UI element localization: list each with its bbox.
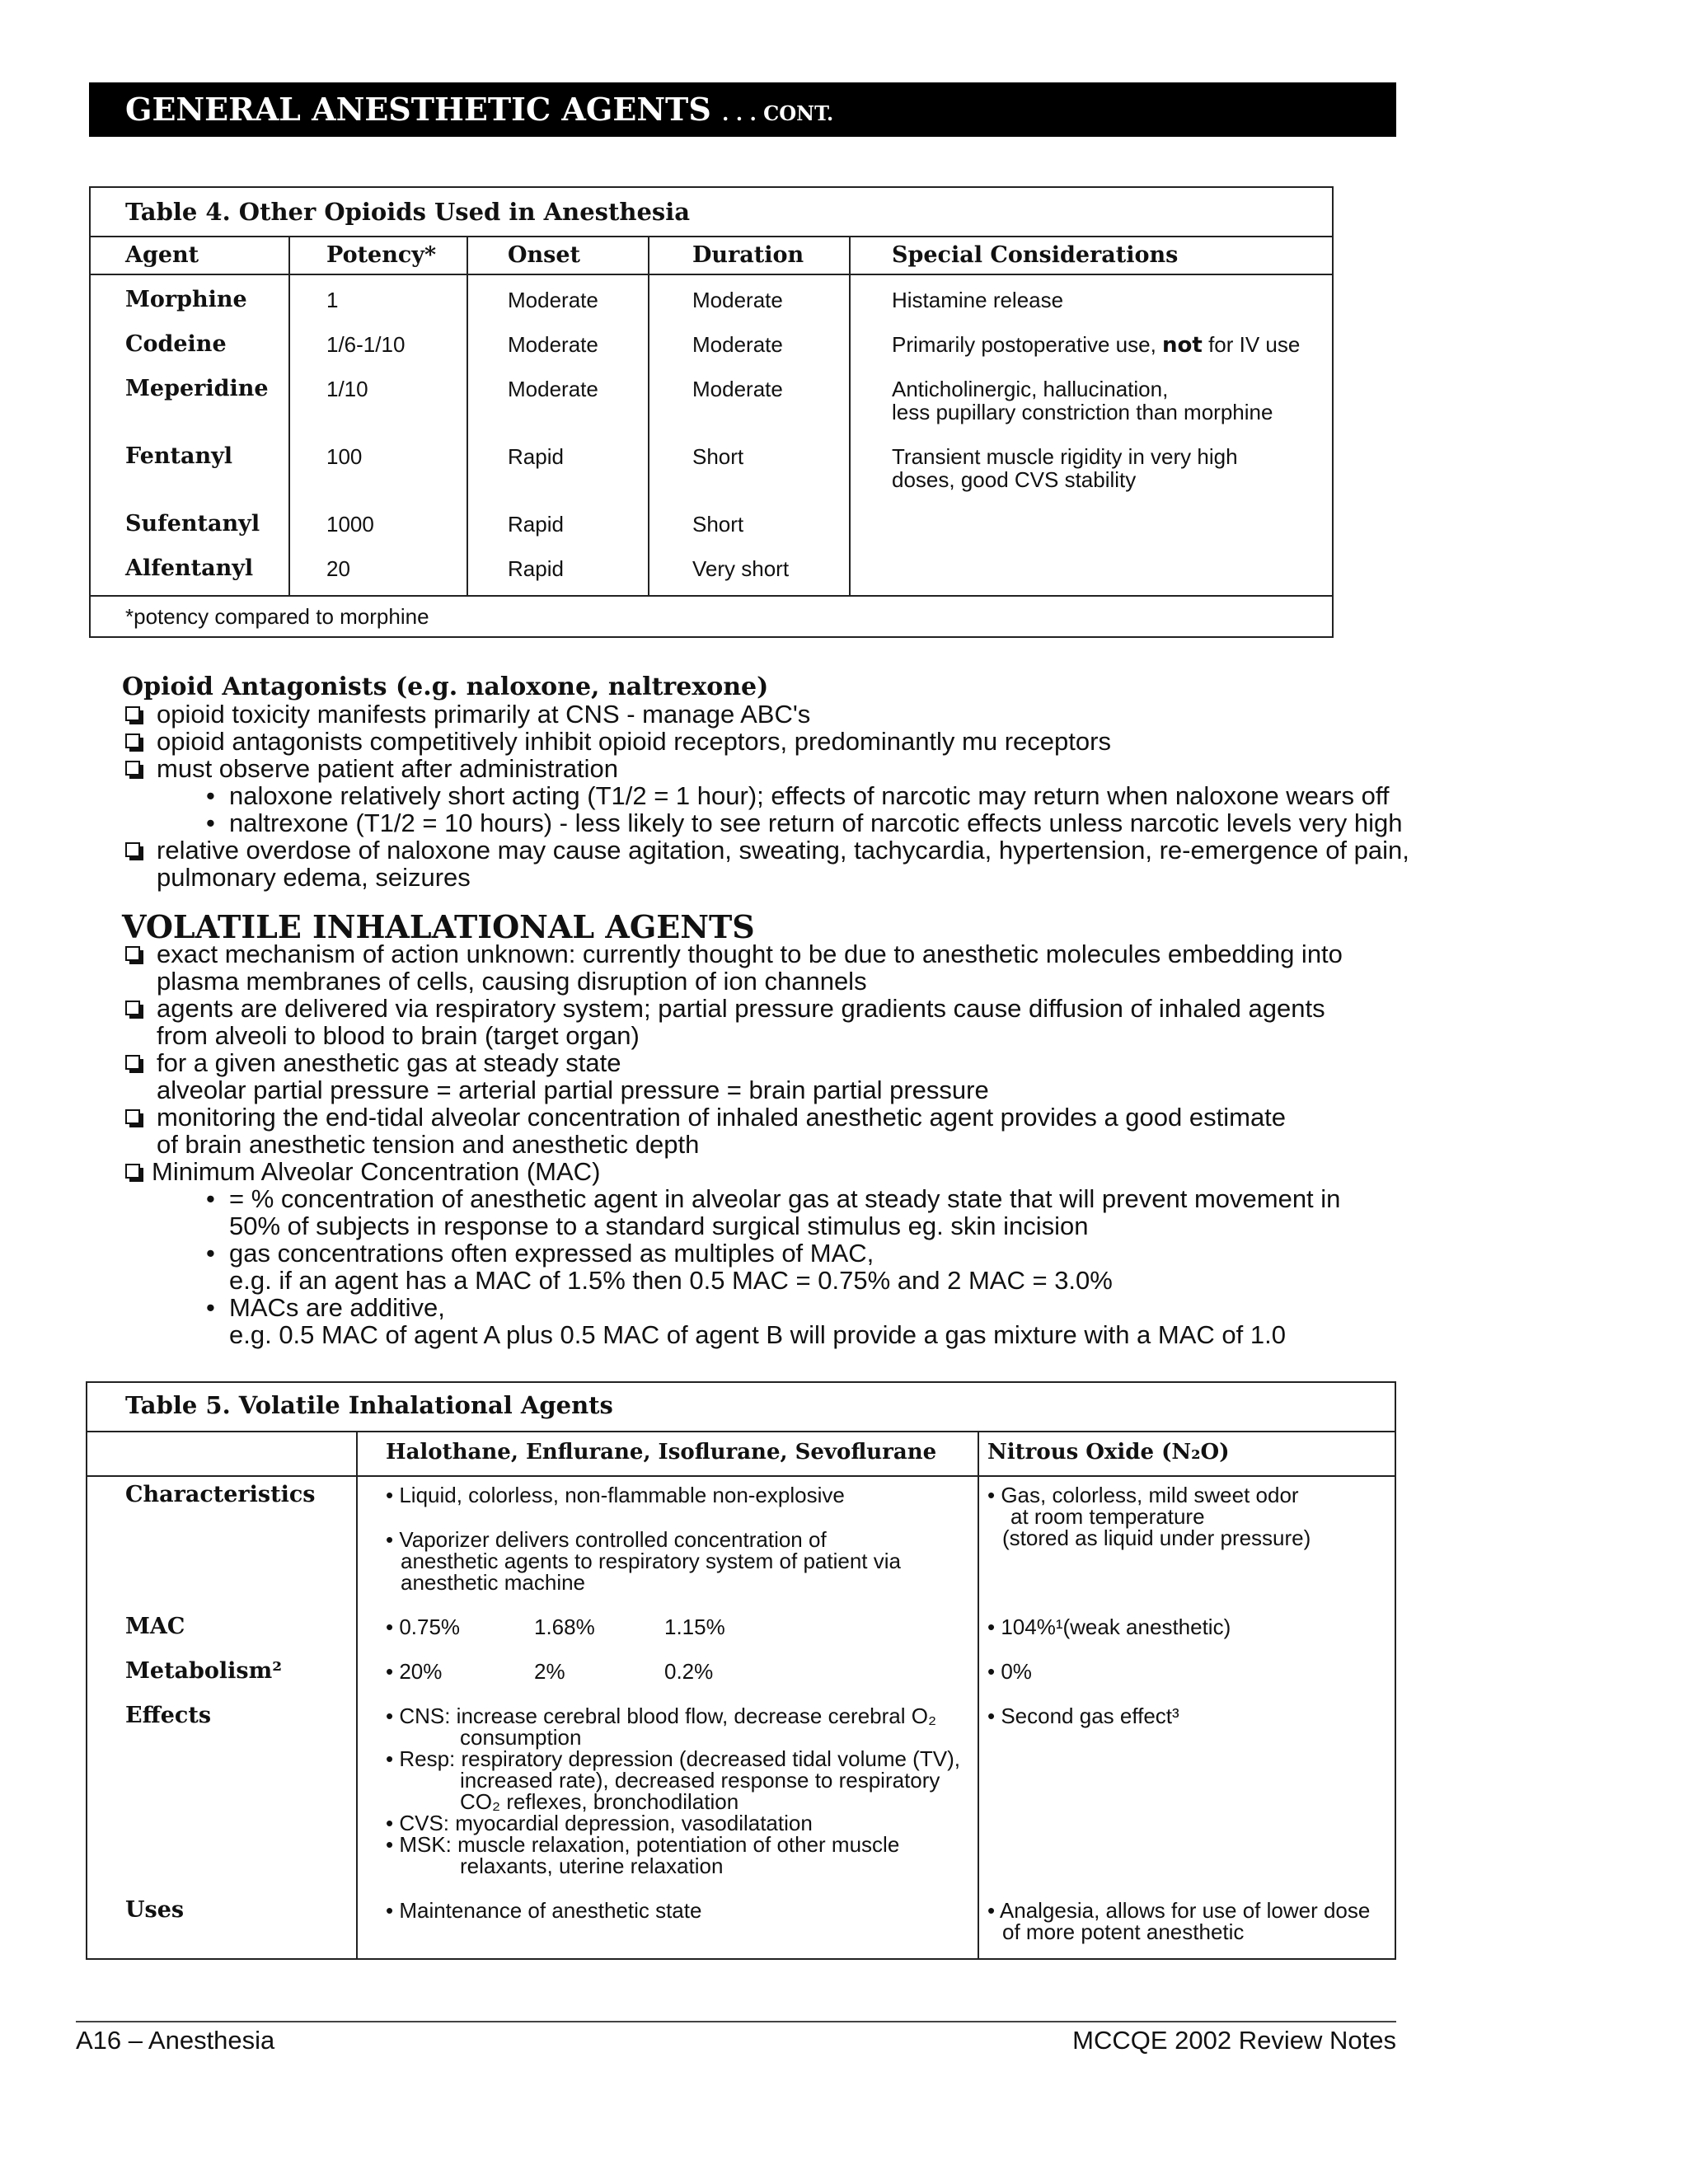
table-4-footnote: *potency compared to morphine: [125, 604, 429, 629]
potency-cell: 20: [326, 556, 350, 581]
onset-cell: Moderate: [508, 288, 598, 312]
mac-halothane: • 0.75%: [386, 1615, 461, 1639]
banner-title: GENERAL ANESTHETIC AGENTS: [125, 91, 711, 128]
metabolism-enflurane: 2%: [534, 1659, 565, 1684]
bullet-continuation: 50% of subjects in response to a standard surgical stimulus eg. skin incision: [229, 1212, 1089, 1240]
header-agent: Agent: [125, 242, 199, 268]
list-item-continuation: pulmonary edema, seizures: [157, 863, 471, 892]
mac-enflurane: 1.68%: [534, 1615, 595, 1639]
duration-cell: Moderate: [692, 288, 783, 312]
agent-sufentanyl: Sufentanyl: [125, 511, 260, 537]
potency-cell: 1000: [326, 512, 374, 537]
effects-cell: consumption: [460, 1725, 582, 1750]
metabolism-isoflurane: 0.2%: [664, 1659, 714, 1684]
agent-alfentanyl: Alfentanyl: [125, 555, 254, 581]
metabolism-n2o: • 0%: [987, 1659, 1032, 1684]
list-item: [122, 837, 1409, 864]
effects-cell: • CNS: increase cerebral blood flow, decrease cerebral O₂: [386, 1704, 937, 1728]
opioid-antagonists-section: [122, 673, 1409, 891]
onset-cell: Moderate: [508, 332, 598, 357]
effects-cell: increased rate), decreased response to respiratory: [460, 1768, 940, 1793]
bullet-icon: •: [206, 1239, 215, 1268]
list-item-continuation: alveolar partial pressure = arterial partial pressure = brain partial pressure: [157, 1076, 989, 1104]
header-special: Special Considerations: [892, 242, 1179, 268]
characteristics-cell: • Liquid, colorless, non-flammable non-explosive: [386, 1483, 845, 1507]
row-label-metabolism: Metabolism²: [125, 1658, 283, 1684]
agent-morphine: Morphine: [125, 287, 247, 312]
potency-cell: 100: [326, 444, 363, 469]
duration-cell: Moderate: [692, 377, 783, 401]
special-text: Primarily postoperative use,: [892, 332, 1163, 357]
characteristics-n2o-cell: at room temperature: [1010, 1504, 1205, 1529]
row-label-effects: Effects: [125, 1703, 212, 1728]
bullet-item: [122, 1240, 1343, 1267]
duration-cell: Short: [692, 512, 744, 537]
special-cell: [892, 333, 1300, 357]
mac-isoflurane: 1.15%: [664, 1615, 725, 1639]
effects-cell: • CVS: myocardial depression, vasodilatation: [386, 1811, 813, 1835]
checkbox-icon: [125, 842, 140, 857]
bullet-icon: •: [206, 1293, 215, 1322]
volatile-heading: VOLATILE INHALATIONAL AGENTS: [122, 908, 755, 945]
bullet-text: gas concentrations often expressed as multiples of MAC,: [229, 1239, 874, 1268]
list-item: [122, 728, 1409, 755]
bullet-item: [122, 809, 1409, 837]
effects-cell: relaxants, uterine relaxation: [460, 1854, 724, 1878]
potency-cell: 1: [326, 288, 339, 312]
bullet-text: MACs are additive,: [229, 1293, 445, 1322]
checkbox-icon: [125, 946, 140, 961]
bullet-item: [122, 782, 1409, 809]
checkbox-icon: [125, 1109, 140, 1124]
list-item-text: for a given anesthetic gas at steady state: [157, 1048, 621, 1077]
duration-cell: Moderate: [692, 332, 783, 357]
banner-cont: . . . CONT.: [722, 101, 834, 125]
bullet-continuation: e.g. if an agent has a MAC of 1.5% then 0.5 MAC = 0.75% and 2 MAC = 3.0%: [229, 1266, 1113, 1295]
potency-cell: 1/6-1/10: [326, 332, 406, 357]
list-item: [122, 1158, 1343, 1185]
list-item: [122, 701, 1409, 728]
footer-right: MCCQE 2002 Review Notes: [1072, 2026, 1396, 2055]
footer-left: A16 – Anesthesia: [76, 2026, 275, 2055]
list-item-text: must observe patient after administration: [157, 754, 618, 783]
effects-cell: • Resp: respiratory depression (decreased tidal volume (TV),: [386, 1746, 960, 1771]
special-cell: doses, good CVS stability: [892, 467, 1137, 492]
list-item-continuation: plasma membranes of cells, causing disruption of ion channels: [157, 967, 867, 996]
onset-cell: Rapid: [508, 512, 564, 537]
characteristics-cell: anesthetic agents to respiratory system of patient via: [401, 1549, 901, 1573]
bullet-icon: •: [206, 781, 215, 810]
list-item-text: monitoring the end-tidal alveolar concentration of inhaled anesthetic agent provides a good estimate: [157, 1103, 1287, 1132]
mac-n2o: • 104%¹(weak anesthetic): [987, 1615, 1231, 1639]
bullet-continuation: e.g. 0.5 MAC of agent A plus 0.5 MAC of agent B will provide a gas mixture with a MAC of 1.0: [229, 1320, 1286, 1349]
checkbox-icon: [125, 1164, 140, 1179]
page-banner: [89, 82, 1396, 137]
bullet-icon: •: [206, 808, 215, 837]
onset-cell: Moderate: [508, 377, 598, 401]
list-item: [122, 1104, 1343, 1131]
row-label-mac: MAC: [125, 1614, 185, 1639]
effects-cell: CO₂ reflexes, bronchodilation: [460, 1789, 739, 1814]
volatile-section: [122, 908, 1343, 1349]
characteristics-cell: • Vaporizer delivers controlled concentration of: [386, 1527, 827, 1552]
metabolism-halothane: • 20%: [386, 1659, 443, 1684]
checkbox-icon: [125, 1001, 140, 1015]
checkbox-icon: [125, 761, 140, 776]
agent-fentanyl: Fentanyl: [125, 443, 233, 469]
list-item-text: relative overdose of naloxone may cause agitation, sweating, tachycardia, hypertension, re-emergence of pain,: [157, 836, 1409, 865]
row-label-uses: Uses: [125, 1897, 185, 1923]
onset-cell: Rapid: [508, 444, 564, 469]
bullet-text: naloxone relatively short acting (T1/2 = 1 hour); effects of narcotic may return when naloxone wears off: [229, 781, 1390, 810]
onset-cell: Rapid: [508, 556, 564, 581]
footer-divider: [76, 2021, 1396, 2022]
bullet-item: [122, 1294, 1343, 1321]
row-label-characteristics: Characteristics: [125, 1482, 316, 1507]
characteristics-n2o-cell: • Gas, colorless, mild sweet odor: [987, 1483, 1299, 1507]
special-cell: less pupillary constriction than morphine: [892, 400, 1273, 424]
uses-cell: • Maintenance of anesthetic state: [386, 1898, 702, 1923]
special-cell: Histamine release: [892, 288, 1064, 312]
list-item-text: opioid toxicity manifests primarily at CNS - manage ABC's: [157, 700, 811, 729]
list-item: [122, 1049, 1343, 1076]
special-cell: Anticholinergic, hallucination,: [892, 377, 1169, 401]
effects-n2o: • Second gas effect³: [987, 1704, 1179, 1728]
header-potency: Potency*: [326, 242, 437, 268]
effects-cell: • MSK: muscle relaxation, potentiation of other muscle: [386, 1832, 900, 1857]
duration-cell: Very short: [692, 556, 790, 581]
list-item-continuation: from alveoli to blood to brain (target organ): [157, 1021, 640, 1050]
list-item-continuation: of brain anesthetic tension and anesthetic depth: [157, 1130, 700, 1159]
table-4-title: Table 4. Other Opioids Used in Anesthesia: [125, 198, 691, 226]
list-item-text: agents are delivered via respiratory system; partial pressure gradients cause diffusion of inhaled agents: [157, 994, 1325, 1023]
special-emphasis: not: [1162, 333, 1203, 358]
list-item: [122, 755, 1409, 782]
duration-cell: Short: [692, 444, 744, 469]
agent-meperidine: Meperidine: [125, 376, 269, 401]
table-5: [86, 1381, 1396, 1960]
list-item-text: opioid antagonists competitively inhibit opioid receptors, predominantly mu receptors: [157, 727, 1111, 756]
characteristics-cell: anesthetic machine: [401, 1570, 586, 1595]
list-item-text: exact mechanism of action unknown: currently thought to be due to anesthetic molecules embedding into: [157, 940, 1343, 968]
checkbox-icon: [125, 706, 140, 721]
uses-n2o: • Analgesia, allows for use of lower dose: [987, 1898, 1371, 1923]
header-n2o: Nitrous Oxide (N₂O): [987, 1440, 1230, 1465]
uses-n2o: of more potent anesthetic: [1002, 1919, 1245, 1944]
list-item-text: Minimum Alveolar Concentration (MAC): [152, 1157, 601, 1186]
agent-codeine: Codeine: [125, 331, 227, 357]
list-item: [122, 995, 1343, 1022]
header-volatile: Halothane, Enflurane, Isoflurane, Sevoflurane: [386, 1440, 937, 1465]
characteristics-n2o-cell: (stored as liquid under pressure): [1002, 1526, 1311, 1550]
bullet-text: = % concentration of anesthetic agent in alveolar gas at steady state that will prevent movement in: [229, 1184, 1341, 1213]
table-4: [89, 186, 1334, 638]
header-onset: Onset: [508, 242, 581, 268]
checkbox-icon: [125, 1055, 140, 1070]
table-5-title: Table 5. Volatile Inhalational Agents: [125, 1391, 613, 1419]
bullet-text: naltrexone (T1/2 = 10 hours) - less likely to see return of narcotic effects unless narcotic levels very high: [229, 808, 1403, 837]
checkbox-icon: [125, 733, 140, 748]
list-item: [122, 940, 1343, 968]
header-duration: Duration: [692, 242, 804, 268]
bullet-item: [122, 1185, 1343, 1212]
potency-cell: 1/10: [326, 377, 368, 401]
antagonists-heading: Opioid Antagonists (e.g. naloxone, naltrexone): [122, 673, 769, 701]
special-text: for IV use: [1202, 332, 1301, 357]
bullet-icon: •: [206, 1184, 215, 1213]
special-cell: Transient muscle rigidity in very high: [892, 444, 1238, 469]
